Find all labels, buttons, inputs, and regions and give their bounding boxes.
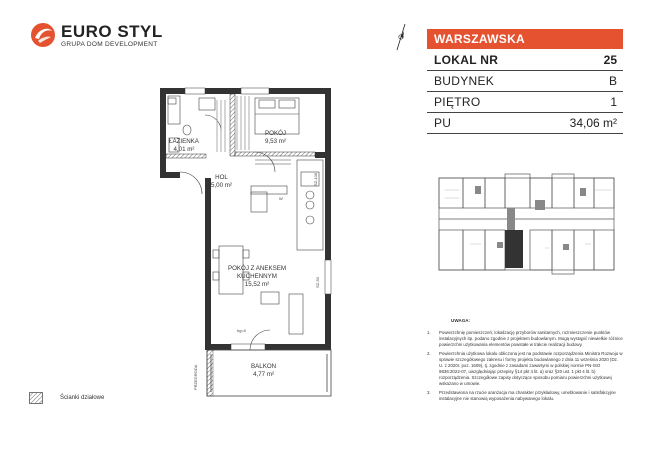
north-arrow-icon [392,22,410,52]
info-value: 25 [603,53,617,67]
street-name: WARSZAWSKA [434,32,525,46]
info-label: LOKAL NR [434,53,499,67]
note-text: Powierzchnię pomieszczeń, lokalizację przyborów sanitarnych, rozmieszczenie punktów instalacyjnych itp. podano zgodnie z projektem budowlanym. Mogą wystąpić niewielkie różnice powierzchni użytkowania elementów powstałe w trakcie realizacji budowy. [439,330,623,348]
brand-name: EURO STYL [61,22,163,41]
przegroda-mark: PRZEGRODA [193,364,198,390]
sz-mark: SZ-100 [313,172,318,186]
room-bathroom [169,138,199,154]
euro-styl-logo-icon [30,22,56,48]
brand-subtitle: GRUPA DOM DEVELOPMENT [61,41,158,48]
floor-plan [155,60,345,405]
info-label: BUDYNEK [434,74,495,88]
notes-section [427,318,623,405]
note-item [427,330,623,348]
room-name: BALKON [251,363,277,370]
room-name: POKÓJ Z ANEKSEM KUCHENNYM [227,265,287,280]
room-name: HOL [215,174,228,181]
info-row-pu [427,113,623,134]
street-header [427,29,623,49]
room-area: 9,53 m² [265,137,286,145]
room-name: POKÓJ [265,130,286,137]
floor-plan-drawing [155,60,345,405]
info-label: PIĘTRO [434,95,481,109]
note-number: 1. [427,330,431,336]
partition-wall-legend-icon [29,392,43,404]
info-value: 34,06 m² [569,116,617,130]
hgo-mark: hg=0 [237,328,247,333]
note-item [427,390,623,402]
note-item [427,351,623,387]
info-value: 1 [610,95,617,109]
info-row-pietro [427,92,623,113]
room-area: 15,52 m² [244,280,270,288]
note-text: Powierzchnia użytkowa lokalu obliczona jest na podstawie rozporządzenia Ministra Rozwoju w sprawie szczegółowego zakresu i formy projektu budowlanego z dnia 11 września 2020 (Dz. U. z 2020r. poz. 1609), tj. zgodnie z zasadami zawartymi w polskiej normie PN-ISO 9836:2022-07, uwzględniając przepisy §14 pkt 4 lit. a) oraz §20 ust. 1 pkt 4 lit. b) rozporządzenia. Szczegółowe zapisy dotyczące sposobu pomiaru powierzchni użytkowej wskazano w umowie. [439,351,623,386]
room-bedroom [265,130,286,146]
note-text: Przedstawiona na rzucie aranżacja ma charakter przykładowy, umeblowanie i satisfakcyjne instalacyjne nie stanowią wyposażenia nabywanego lokalu. [439,389,616,401]
info-row-lokal [427,50,623,71]
room-area: 4,01 m² [173,145,195,153]
info-label: PU [434,116,452,130]
note-number: 2. [427,351,431,356]
room-name: ŁAZIENKA [169,138,199,145]
w-mark: W [279,196,283,201]
sz2-mark: SZ-50 [315,277,320,288]
legend-label: Ścianki działowe [60,395,105,401]
room-area: 5,00 m² [211,181,232,189]
room-hall [211,174,232,190]
building-key-plan [435,160,618,290]
notes-title: UWAGA: [451,318,471,323]
note-number: 3. [427,389,431,395]
room-area: 4,77 m² [253,370,275,378]
room-living [217,265,297,288]
info-value: B [608,74,617,88]
info-row-budynek [427,71,623,92]
room-balcony [251,363,276,379]
